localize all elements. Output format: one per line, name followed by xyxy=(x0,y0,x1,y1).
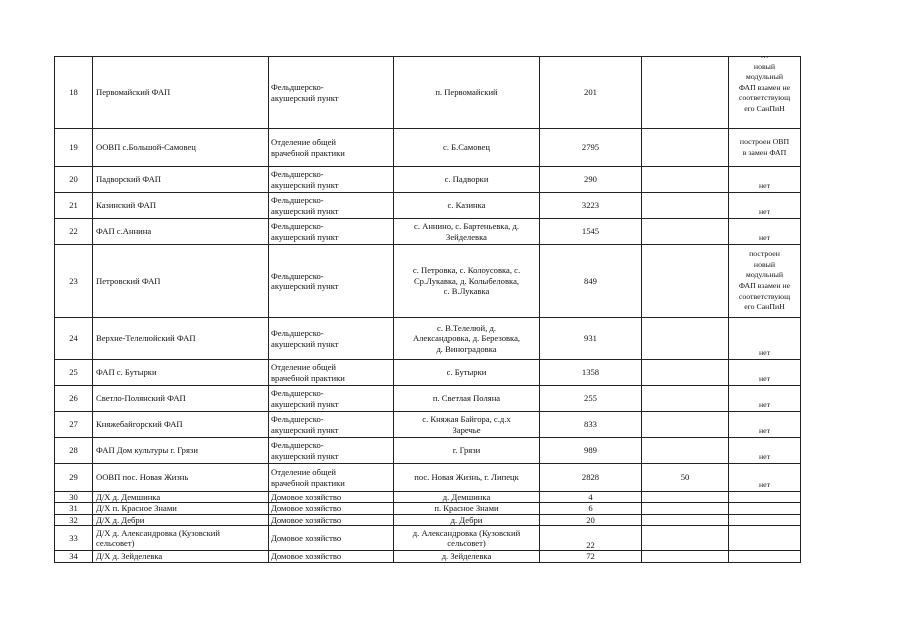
row-number: 18 xyxy=(55,57,93,129)
facility-name: Падворский ФАП xyxy=(93,167,269,193)
population-value: 849 xyxy=(540,245,642,318)
facility-type: Фельдшерско- акушерский пункт xyxy=(269,193,394,219)
extra-value xyxy=(642,438,729,464)
facility-locality: г. Грязи xyxy=(394,438,540,464)
population-value: 4 xyxy=(540,492,642,503)
table-row xyxy=(55,219,801,245)
row-number: 32 xyxy=(55,514,93,525)
facility-name: Княжебайгорский ФАП xyxy=(93,412,269,438)
population-value: 201 xyxy=(540,57,642,129)
extra-value xyxy=(642,503,729,514)
facilities-table-body xyxy=(55,51,801,563)
row-number: 31 xyxy=(55,503,93,514)
table-row xyxy=(55,167,801,193)
table-row xyxy=(55,492,801,503)
note-text: нет xyxy=(729,438,801,464)
facility-name: Казинский ФАП xyxy=(93,193,269,219)
facility-name: ФАП с. Бутырки xyxy=(93,360,269,386)
facility-locality: пос. Новая Жизнь, г. Липецк xyxy=(394,464,540,492)
population-value: 989 xyxy=(540,438,642,464)
facility-locality: с. Аннино, с. Бартеньевка, д. Зейделевка xyxy=(394,219,540,245)
facility-type: Домовое хозяйство xyxy=(269,514,394,525)
note-text: … новый модульный ФАП взамен не соответствующ его СанПиН xyxy=(738,51,791,113)
facility-type: Фельдшерско- акушерский пункт xyxy=(269,57,394,129)
facility-name: Светло-Полянский ФАП xyxy=(93,386,269,412)
population-value: 20 xyxy=(540,514,642,525)
population-value: 72 xyxy=(540,551,642,562)
table-row xyxy=(55,245,801,318)
population-value: 833 xyxy=(540,412,642,438)
extra-value xyxy=(642,167,729,193)
facility-locality: д. Демшинка xyxy=(394,492,540,503)
row-number: 29 xyxy=(55,464,93,492)
table-row xyxy=(55,464,801,492)
extra-value xyxy=(642,318,729,360)
row-number: 33 xyxy=(55,526,93,551)
row-number: 19 xyxy=(55,129,93,167)
row-number: 21 xyxy=(55,193,93,219)
facility-type: Фельдшерско- акушерский пункт xyxy=(269,412,394,438)
facility-name: ООВП пос. Новая Жизнь xyxy=(93,464,269,492)
note-text: нет xyxy=(729,219,801,245)
facility-locality: с. Б.Самовец xyxy=(394,129,540,167)
note-text: нет xyxy=(729,193,801,219)
facility-locality: с. В.Телелюй, д. Александровка, д. Березовка, д. Виноградовка xyxy=(394,318,540,360)
population-value: 6 xyxy=(540,503,642,514)
facility-type: Домовое хозяйство xyxy=(269,551,394,562)
table-row xyxy=(55,526,801,551)
table-row xyxy=(55,386,801,412)
facility-name: Первомайский ФАП xyxy=(93,57,269,129)
facility-locality: с. Петровка, с. Колоусовка, с. Ср.Лукавка, д. Колыбеловка, с. В.Лукавка xyxy=(394,245,540,318)
extra-value xyxy=(642,193,729,219)
table-row xyxy=(55,129,801,167)
note-text: нет xyxy=(729,386,801,412)
extra-value xyxy=(642,386,729,412)
facility-name: Верхне-Телелюйский ФАП xyxy=(93,318,269,360)
row-number: 34 xyxy=(55,551,93,562)
note-text xyxy=(729,526,801,551)
facility-name: Д/Х д. Дебри xyxy=(93,514,269,525)
facility-type: Отделение общей врачебной практики xyxy=(269,360,394,386)
facility-locality: с. Падворки xyxy=(394,167,540,193)
facility-type: Отделение общей врачебной практики xyxy=(269,464,394,492)
population-value: 3223 xyxy=(540,193,642,219)
row-number: 23 xyxy=(55,245,93,318)
table-row xyxy=(55,551,801,562)
population-value: 1358 xyxy=(540,360,642,386)
table-row xyxy=(55,318,801,360)
facility-name: ООВП с.Большой-Самовец xyxy=(93,129,269,167)
facilities-table xyxy=(54,51,801,563)
facility-name: ФАП Дом культуры г. Грязи xyxy=(93,438,269,464)
population-value: 2795 xyxy=(540,129,642,167)
table-row xyxy=(55,438,801,464)
facility-locality: п. Светлая Поляна xyxy=(394,386,540,412)
extra-value xyxy=(642,492,729,503)
table-row xyxy=(55,193,801,219)
note-text xyxy=(729,492,801,503)
extra-value xyxy=(642,245,729,318)
row-number: 26 xyxy=(55,386,93,412)
population-value: 22 xyxy=(540,526,642,551)
note-text: построен ОВП в замен ФАП xyxy=(729,129,801,167)
facility-type: Фельдшерско- акушерский пункт xyxy=(269,167,394,193)
table-row xyxy=(55,514,801,525)
row-number: 20 xyxy=(55,167,93,193)
facility-type: Домовое хозяйство xyxy=(269,503,394,514)
note-text: нет xyxy=(729,464,801,492)
note-text: построен новый модульный ФАП взамен не соответствующ его СанПиН xyxy=(729,245,801,318)
facility-locality: п. Красное Знами xyxy=(394,503,540,514)
table-row xyxy=(55,412,801,438)
row-number: 24 xyxy=(55,318,93,360)
extra-value xyxy=(642,551,729,562)
extra-value xyxy=(642,412,729,438)
facility-name: Д/Х д. Зейделевка xyxy=(93,551,269,562)
facility-locality: д. Зейделевка xyxy=(394,551,540,562)
facility-name: Д/Х д. Демшинка xyxy=(93,492,269,503)
population-value: 1545 xyxy=(540,219,642,245)
row-number: 28 xyxy=(55,438,93,464)
facility-type: Фельдшерско- акушерский пункт xyxy=(269,318,394,360)
population-value: 931 xyxy=(540,318,642,360)
note-text xyxy=(729,514,801,525)
facility-type: Фельдшерско- акушерский пункт xyxy=(269,386,394,412)
facility-type: Домовое хозяйство xyxy=(269,526,394,551)
table-row xyxy=(55,503,801,514)
facility-name: Петровский ФАП xyxy=(93,245,269,318)
table-row xyxy=(55,360,801,386)
note-text xyxy=(729,503,801,514)
row-number: 30 xyxy=(55,492,93,503)
extra-value: 50 xyxy=(642,464,729,492)
facility-locality: д. Александровка (Кузовский сельсовет) xyxy=(394,526,540,551)
note-text: нет xyxy=(729,167,801,193)
population-value: 255 xyxy=(540,386,642,412)
facility-name: ФАП с.Аннина xyxy=(93,219,269,245)
facility-locality: с. Казинка xyxy=(394,193,540,219)
population-value: 290 xyxy=(540,167,642,193)
extra-value xyxy=(642,526,729,551)
extra-value xyxy=(642,514,729,525)
facility-type: Фельдшерско- акушерский пункт xyxy=(269,219,394,245)
facility-locality: п. Первомайский xyxy=(394,57,540,129)
facility-locality: д. Дебри xyxy=(394,514,540,525)
table-row xyxy=(55,57,801,129)
row-number: 25 xyxy=(55,360,93,386)
facility-type: Отделение общей врачебной практики xyxy=(269,129,394,167)
facility-locality: с. Бутырки xyxy=(394,360,540,386)
note-cell xyxy=(729,51,801,129)
extra-value xyxy=(642,129,729,167)
facility-type: Домовое хозяйство xyxy=(269,492,394,503)
row-number: 22 xyxy=(55,219,93,245)
note-text: нет xyxy=(729,360,801,386)
facility-type: Фельдшерско- акушерский пункт xyxy=(269,245,394,318)
population-value: 2828 xyxy=(540,464,642,492)
extra-value xyxy=(642,219,729,245)
facility-name: Д/Х п. Красное Знами xyxy=(93,503,269,514)
facility-locality: с. Княжая Байгора, с.д.х Заречье xyxy=(394,412,540,438)
facility-type: Фельдшерско- акушерский пункт xyxy=(269,438,394,464)
note-text: нет xyxy=(729,412,801,438)
note-text: нет xyxy=(729,318,801,360)
facility-name: Д/Х д. Александровка (Кузовский сельсовет) xyxy=(93,526,269,551)
row-number: 27 xyxy=(55,412,93,438)
extra-value xyxy=(642,57,729,129)
extra-value xyxy=(642,360,729,386)
note-text xyxy=(729,551,801,562)
